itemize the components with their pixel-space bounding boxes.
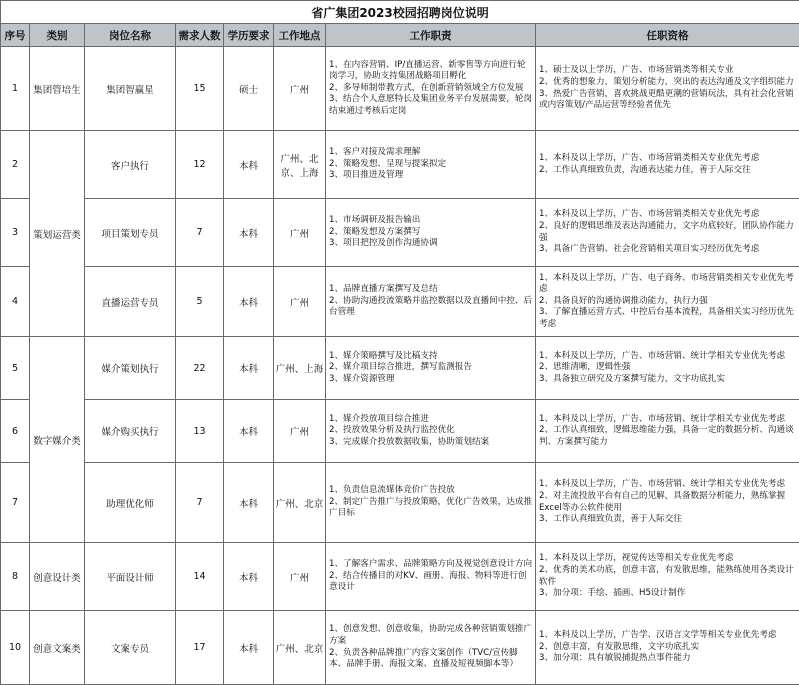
duties-cell [326, 400, 536, 463]
duties-cell [326, 267, 536, 337]
duty-line: 1、市场调研及报告输出 [329, 215, 533, 227]
position-cell: 客户执行 [85, 131, 176, 199]
qualification-line: 2、思维清晰，逻辑性强 [539, 362, 797, 374]
duty-line: 1、品牌直播方案撰写及总结 [329, 284, 533, 296]
duty-line: 2、结合传播目的对KV、画册、海报、物料等进行创意设计 [329, 571, 533, 594]
education-cell: 本科 [224, 199, 274, 267]
duty-line: 2、投放效果分析及执行监控优化 [329, 425, 533, 437]
education-cell: 本科 [224, 463, 274, 543]
qualifications-cell [536, 611, 799, 685]
header-category: 类别 [30, 24, 85, 47]
qualification-line: 2、对主流投放平台有自己的见解，具备数据分析能力，熟练掌握Excel等办公软件使用 [539, 491, 797, 514]
seq-cell: 8 [1, 543, 30, 611]
category-cell: 数字媒介类 [30, 337, 85, 543]
duty-line: 1、了解客户需求、品牌策略方向及视觉创意设计方向 [329, 559, 533, 571]
header-seq: 序号 [1, 24, 30, 47]
headcount-cell: 15 [176, 47, 224, 131]
location-cell: 广州、上海 [274, 337, 326, 400]
qualification-line: 1、本科及以上学历，广告、市场营销、统计学相关专业优先考虑 [539, 351, 797, 363]
duty-line: 3、媒介资源管理 [329, 374, 533, 386]
table-row [1, 611, 799, 685]
duty-line: 3、项目推进及管理 [329, 170, 533, 182]
qualification-line: 1、本科及以上学历，广告、市场营销类相关专业优先考虑 [539, 209, 797, 221]
qualification-line: 1、本科及以上学历，广告学、汉语言文学等相关专业优先考虑 [539, 630, 797, 642]
seq-cell: 3 [1, 199, 30, 267]
qualification-line: 3、具备独立研究及方案撰写能力，文字功底扎实 [539, 374, 797, 386]
qualification-line: 2、创意丰富，有发散思维，文字功底扎实 [539, 642, 797, 654]
qualifications-cell [536, 463, 799, 543]
header-headcount: 需求人数 [176, 24, 224, 47]
duty-line: 1、媒介投放项目综合推进 [329, 414, 533, 426]
duties-cell [326, 199, 536, 267]
qualification-line: 3、加分项：手绘、插画、H5设计制作 [539, 588, 797, 600]
position-cell: 集团智赢星 [85, 47, 176, 131]
duties-cell [326, 543, 536, 611]
qualification-line: 3、了解直播运营方式、中控后台基本流程，具备相关实习经历优先考虑 [539, 307, 797, 330]
duties-cell [326, 463, 536, 543]
duty-line: 3、完成媒介投放数据收集，协助策划结案 [329, 437, 533, 449]
location-cell: 广州、北京 [274, 611, 326, 685]
header-position: 岗位名称 [85, 24, 176, 47]
header-duties: 工作职责 [326, 24, 536, 47]
headcount-cell: 17 [176, 611, 224, 685]
qualification-line: 2、优秀的美术功底，创意丰富，有发散思维，能熟练使用各类设计软件 [539, 565, 797, 588]
position-cell: 媒介策划执行 [85, 337, 176, 400]
header-location: 工作地点 [274, 24, 326, 47]
header-row [1, 24, 799, 47]
education-cell: 本科 [224, 543, 274, 611]
table-row [1, 463, 799, 543]
duty-line: 2、负责各种品牌推广内容文案创作（TVC/宣传脚本、品牌手册、海报文案、直播及短视频脚本等） [329, 648, 533, 671]
location-cell: 广州 [274, 400, 326, 463]
qualifications-cell [536, 131, 799, 199]
position-cell: 直播运营专员 [85, 267, 176, 337]
education-cell: 本科 [224, 337, 274, 400]
qualification-line: 1、本科及以上学历，视觉传达等相关专业优先考虑 [539, 553, 797, 565]
location-cell: 广州 [274, 543, 326, 611]
seq-cell: 4 [1, 267, 30, 337]
duty-line: 2、策略发想及方案撰写 [329, 227, 533, 239]
duty-line: 1、创意发想、创意收集，协助完成各种营销策划推广方案 [329, 624, 533, 647]
duty-line: 3、项目把控及创作沟通协调 [329, 238, 533, 250]
category-cell: 集团管培生 [30, 47, 85, 131]
position-cell: 助理优化师 [85, 463, 176, 543]
table-row [1, 267, 799, 337]
duty-line: 1、在内容营销、IP/直播运营、新零售等方向进行轮岗学习，协助支持集团战略项目孵化 [329, 60, 533, 83]
seq-cell: 2 [1, 131, 30, 199]
qualification-line: 3、具备广告营销、社会化营销相关项目实习经历优先考虑 [539, 244, 797, 256]
education-cell: 本科 [224, 400, 274, 463]
qualifications-cell [536, 199, 799, 267]
table-row [1, 131, 799, 199]
duty-line: 2、媒介项目综合推进，撰写监测报告 [329, 362, 533, 374]
header-education: 学历要求 [224, 24, 274, 47]
qualification-line: 2、优秀的想象力，策划分析能力，突出的表达沟通及文字组织能力 [539, 77, 797, 89]
duty-line: 1、媒介策略撰写及比稿支持 [329, 351, 533, 363]
qualification-line: 2、具备良好的沟通协调推动能力，执行力强 [539, 296, 797, 308]
education-cell: 本科 [224, 611, 274, 685]
category-cell: 创意文案类 [30, 611, 85, 685]
location-cell: 广州 [274, 267, 326, 337]
headcount-cell: 7 [176, 199, 224, 267]
position-cell: 文案专员 [85, 611, 176, 685]
headcount-cell: 13 [176, 400, 224, 463]
headcount-cell: 12 [176, 131, 224, 199]
duty-line: 2、制定广告推广与投放策略，优化广告效果，达成推广目标 [329, 497, 533, 520]
table-row [1, 543, 799, 611]
duty-line: 2、策略发想、呈现与提案拟定 [329, 159, 533, 171]
qualification-line: 1、本科及以上学历，广告、市场营销、统计学相关专业优先考虑 [539, 479, 797, 491]
duties-cell [326, 337, 536, 400]
duty-line: 1、客户对接及需求理解 [329, 147, 533, 159]
seq-cell: 5 [1, 337, 30, 400]
qualification-line: 2、工作认真细致，逻辑思维能力强，具备一定的数据分析、沟通谈判、方案撰写能力 [539, 425, 797, 448]
headcount-cell: 22 [176, 337, 224, 400]
qualification-line: 1、硕士及以上学历，广告、市场营销类等相关专业 [539, 65, 797, 77]
qualification-line: 3、热爱广告营销，喜欢挑战更酷更潮的营销玩法，具有社会化营销或内容策划/产品运营等经验者优先 [539, 89, 797, 112]
qualification-line: 3、工作认真细致负责，善于人际交往 [539, 514, 797, 526]
table-row [1, 199, 799, 267]
education-cell: 本科 [224, 131, 274, 199]
duty-line: 2、协助沟通投流策略并监控数据以及直播间中控、后台管理 [329, 296, 533, 319]
qualification-line: 2、良好的逻辑思维及表达沟通能力，文字功底较好，团队协作能力强 [539, 221, 797, 244]
education-cell: 硕士 [224, 47, 274, 131]
qualification-line: 2、工作认真细致负责，沟通表达能力佳，善于人际交往 [539, 165, 797, 177]
qualifications-cell [536, 543, 799, 611]
duty-line: 1、负责信息流媒体竞价广告投放 [329, 485, 533, 497]
headcount-cell: 5 [176, 267, 224, 337]
position-cell: 平面设计师 [85, 543, 176, 611]
duty-line: 3、结合个人意愿特长及集团业务平台发展需要，轮岗结束通过考核后定岗 [329, 94, 533, 117]
location-cell: 广州 [274, 199, 326, 267]
location-cell: 广州 [274, 47, 326, 131]
seq-cell: 1 [1, 47, 30, 131]
qualification-line: 1、本科及以上学历，广告、市场营销类相关专业优先考虑 [539, 153, 797, 165]
qualification-line: 1、本科及以上学历，广告、电子商务、市场营销类相关专业优先考虑 [539, 273, 797, 296]
location-cell: 广州、北京 [274, 463, 326, 543]
qualifications-cell [536, 337, 799, 400]
table-row [1, 47, 799, 131]
qualifications-cell [536, 400, 799, 463]
duties-cell [326, 611, 536, 685]
qualifications-cell [536, 267, 799, 337]
category-cell: 策划运营类 [30, 131, 85, 337]
qualification-line: 3、加分项：具有敏锐捕捉热点事件能力 [539, 653, 797, 665]
headcount-cell: 7 [176, 463, 224, 543]
qualifications-cell [536, 47, 799, 131]
position-cell: 媒介购买执行 [85, 400, 176, 463]
duty-line: 2、多导师制带教方式，在创新营销领域全方位发展 [329, 83, 533, 95]
education-cell: 本科 [224, 267, 274, 337]
qualification-line: 1、本科及以上学历，广告、市场营销、统计学相关专业优先考虑 [539, 414, 797, 426]
seq-cell: 7 [1, 463, 30, 543]
position-cell: 项目策划专员 [85, 199, 176, 267]
header-qualifications: 任职资格 [536, 24, 799, 47]
duties-cell [326, 131, 536, 199]
category-cell: 创意设计类 [30, 543, 85, 611]
headcount-cell: 14 [176, 543, 224, 611]
table-row [1, 400, 799, 463]
sheet-title: 省广集团2023校园招聘岗位说明 [1, 1, 799, 24]
location-cell: 广州、北京、上海 [274, 131, 326, 199]
seq-cell: 6 [1, 400, 30, 463]
seq-cell: 10 [1, 611, 30, 685]
duties-cell [326, 47, 536, 131]
table-row [1, 337, 799, 400]
